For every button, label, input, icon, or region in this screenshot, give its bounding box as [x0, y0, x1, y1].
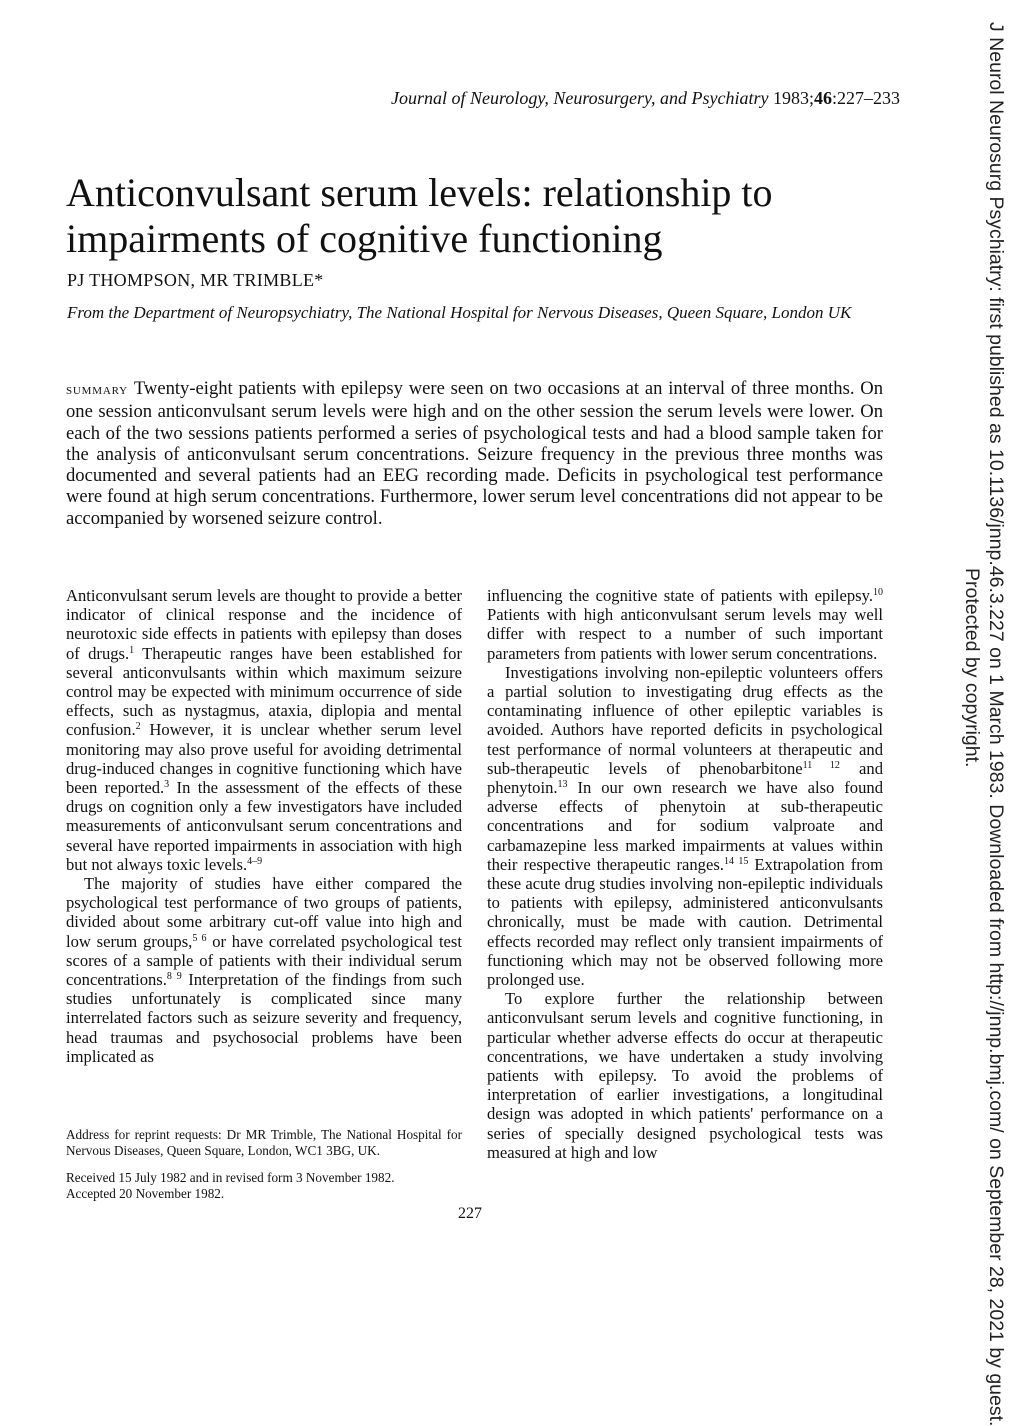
text-run: In the assessment of the effects of these drugs on cognition only a few investigators have included measurements of anticonvulsant serum concentrations and several have reported impairments in association with high but not always toxic levels.: [66, 778, 463, 874]
text-run: Anticonvulsant serum levels are thought to provide a better indicator of clinical response and the incidence of neurotoxic side effects in patients with epilepsy than doses of drugs.: [66, 586, 462, 663]
summary: [66, 378, 883, 529]
text-run: Therapeutic ranges have been established for several anticonvulsants within which maximum seizure control may be expected with minimum occurrence of side effects, such as nystagmus, ataxia, diplopia and mental confusion.: [66, 643, 462, 740]
received-date: Received 15 July 1982 and in revised form 3 November 1982.: [66, 1170, 395, 1185]
text-run: However, it is unclear whether serum level monitoring may also prove useful for avoiding detrimental drug-induced changes in cognitive functioning which have been reported.: [66, 720, 462, 798]
download-notice-sidebar: [960, 22, 1008, 1426]
accepted-date: Accepted 20 November 1982.: [66, 1186, 225, 1201]
text-run: Investigations involving non-epileptic volunteers offers a partial solution to investigating drug effects as the contaminating influence of other epileptic variables is avoided. Authors have reported deficits in psychological test performance of normal volunteers at therapeutic and sub-therapeutic levels of phenobarbitone: [487, 662, 883, 778]
text-run: The majority of studies have either compared the psychological test performance of two groups of patients, divided about some arbitrary cut-off value into high and low serum groups,: [66, 874, 462, 951]
text-run: Extrapolation from these acute drug studies involving non-epileptic individuals to patients with epilepsy, administered anticonvulsants chronically, must be made with caution. Detrimental effects recorded may reflect only transient impairments of functioning which may not be observed following more prolonged use.: [487, 854, 883, 990]
text-run: Patients with high anticonvulsant serum levels may well differ with respect to a number of such important parameters from patients with lower serum concentrations.: [487, 605, 883, 663]
summary-label: summary: [66, 382, 128, 398]
text-run: and phenytoin.: [487, 758, 883, 798]
citation-ref: 14 15: [723, 855, 749, 867]
text-run: In our own research we have also found adverse effects of phenytoin at sub-therapeutic concentrations and for sodium valproate and carbamazepine less marked impairments at values within their respective therapeutic ranges.: [487, 778, 883, 874]
paragraph: [66, 586, 462, 874]
text-run: influencing the cognitive state of patients with epilepsy.: [487, 586, 873, 605]
paragraph: To explore further the relationship between anticonvulsant serum levels and cognitive functioning, in particular whether adverse effects do occur at therapeutic concentrations, we have undertaken a study involving patients with epilepsy. To avoid the problems of interpretation of earlier investigations, a longitudinal design was adopted in which patients' performance on a series of specially designed psychological tests was measured at high and low: [487, 989, 883, 1162]
journal-name: Journal of Neurology, Neurosurgery, and Psychiatry: [391, 88, 769, 108]
citation-ref: 10: [873, 587, 883, 598]
footnote-address: Address for reprint requests: Dr MR Trimble, The National Hospital for Nervous Diseases, Queen Square, London, WC1 3BG, UK.: [66, 1127, 462, 1158]
authors: PJ THOMPSON, MR TRIMBLE*: [67, 270, 324, 290]
copyright-notice: Protected by copyright.: [961, 568, 983, 768]
citation-ref: 2: [135, 721, 141, 733]
citation-pages: :227–233: [831, 88, 900, 108]
citation-ref: 4–9: [247, 855, 263, 867]
citation-ref: 3: [164, 779, 170, 791]
paragraph: [487, 663, 883, 989]
citation-ref: 13: [557, 779, 568, 791]
citation-ref: 11 12: [802, 759, 840, 771]
footnote-dates: [66, 1170, 462, 1202]
affiliation: From the Department of Neuropsychiatry, The National Hospital for Nervous Diseases, Queen Square, London UK: [67, 303, 852, 322]
text-run: Interpretation of the findings from such studies unfortunately is complicated since many interrelated factors such as seizure severity and frequency, head traumas and psychosocial problems have been implicated as: [66, 970, 463, 1066]
citation-volume: 46: [813, 88, 832, 108]
paragraph: [487, 586, 883, 663]
summary-text: Twenty-eight patients with epilepsy were seen on two occasions at an interval of three months. On one session anticonvulsant serum levels were high and on the other session the serum levels were lower. On each of the two sessions patients performed a series of psychological tests and had a blood sample taken for the analysis of anticonvulsant serum concentrations. Seizure frequency in the previous three months was documented and several patients had an EEG recording made. Deficits in psychological test performance were found at high serum concentrations. Furthermore, lower serum level concentrations did not appear to be accompanied by worsened seizure control.: [66, 378, 883, 529]
citation-ref: 1: [129, 644, 135, 656]
body-column-right: [487, 586, 883, 1162]
journal-citation: [340, 88, 900, 109]
citation-ref: 5 6: [192, 932, 207, 944]
download-notice: J Neurol Neurosurg Psychiatry: first published as 10.1136/jnnp.46.3.227 on 1 March 1983. Downloaded from http://jnnp.bmj.com/ on September 28, 2021 by guest.: [985, 22, 1007, 1426]
paragraph: [66, 874, 462, 1066]
body-column-left: [66, 586, 462, 1066]
text-run: or have correlated psychological test scores of a sample of patients with their individual serum concentrations.: [66, 931, 462, 990]
page-number: 227: [458, 1205, 482, 1222]
article-title: Anticonvulsant serum levels: relationship to impairments of cognitive functioning: [66, 170, 773, 261]
citation-year: 1983;: [772, 88, 814, 108]
citation-ref: 8 9: [166, 971, 182, 983]
